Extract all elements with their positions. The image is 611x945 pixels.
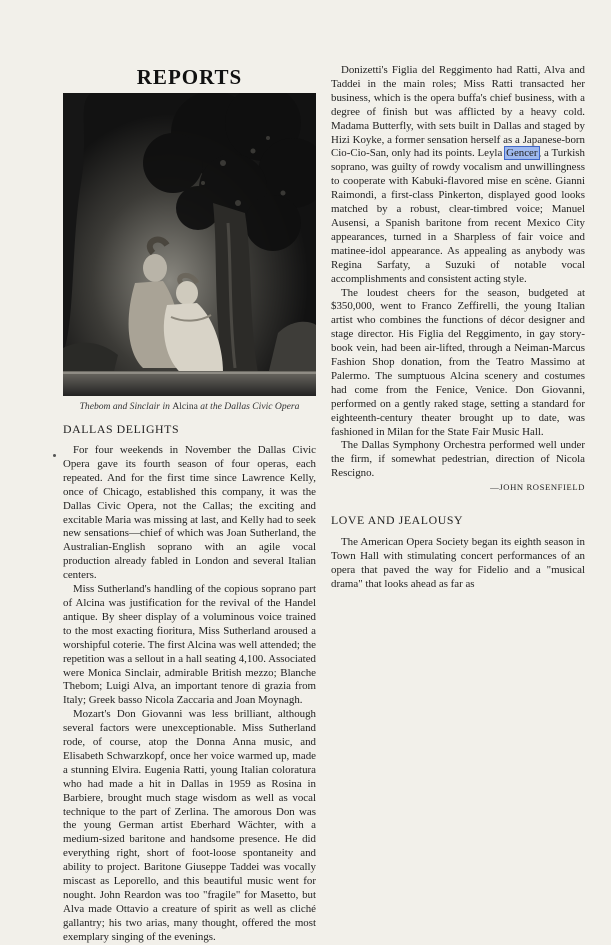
paragraph-2: Miss Sutherland's handling of the copious soprano part of Alcina was justification for the revival of the Handel antique. By sheer display of a voluminous voice trained to the most exacting fioritura, Miss Sutherland aroused a worshipful coterie. The first Alcina was well attended; the repetition was a sellout in a hall seating 4,100. Associated were Monica Sinclair, admirable British mezzo; Blanche Thebom; Luigi Alva, an important tenore di grazia from Italy; Greek basso Nicola Zaccaria and Joan Moynagh.	[63, 583, 316, 707]
photo-caption	[63, 401, 316, 412]
section-heading-dallas-delights: DALLAS DELIGHTS	[63, 422, 180, 436]
paragraph-4-continued: , a Turkish soprano, was guilty of rowdy vocalism and unwillingness to cooperate with Kabuki-flavored mise en scène. Gianni Raimondi, a first-class Pinkerton, displayed good looks matched by a robust, clear-timbred voice; Manuel Ausensi, a Spanish baritone from recent Mexico City appearances, turned in a Sharpless of fair voice and matinee-idol appearance. As appealing as anybody was Regina Sarfaty, a Suzuki of notable vocal accomplishments and consistent acting style.	[331, 147, 585, 285]
right-column	[331, 64, 585, 592]
margin-dot	[53, 454, 56, 457]
opera-photo	[63, 93, 316, 396]
author-byline: —JOHN ROSENFIELD	[490, 482, 585, 493]
paragraph-4	[331, 64, 585, 287]
left-column-body	[63, 444, 316, 945]
stage-scene-illustration	[63, 93, 316, 396]
highlighted-word[interactable]: Gencer	[506, 147, 538, 160]
reports-title: REPORTS	[136, 65, 243, 89]
paragraph-7: The American Opera Society began its eighth season in Town Hall with stimulating concert performances of an opera that paved the way for Fidelio and a "musical drama" that looks ahead as far as	[331, 536, 585, 590]
paragraph-5: The loudest cheers for the season, budgeted at $350,000, went to Franco Zeffirelli, the young Italian artist who combines the functions of décor designer and stage director. His Figlia del Reggimento, in gay story-book vein, had been air-lifted, through a Neiman-Marcus Fashion Shop donation, from the Teatro Massimo at Palermo. The sumptuous Alcina scenery and costumes had come from the Fenice, Venice. Don Giovanni, performed on a gently raked stage, setting a standard for eighteenth-century theater brought up to date, was fashioned in Milan for the State Fair Music Hall.	[331, 286, 585, 438]
section-heading-love-and-jealousy: LOVE AND JEALOUSY	[331, 513, 464, 528]
paragraph-1: For four weekends in November the Dallas Civic Opera gave its fourth season of four operas, each repeated. And for the first time since Lawrence Kelly, once of Chicago, established this company, it was the Dallas Civic Opera, not the Callas; the exciting and excitable Maria was missing at last, and Kelly had to seek new sensations—chief of which was Joan Sutherland, the Australian-English soprano with an agile vocal production already fabled in London and several Italian centers.	[63, 444, 316, 582]
caption-text-start: Thebom and Sinclair in	[79, 401, 173, 412]
paragraph-4-text: Donizetti's Figlia del Reggimento had Ratti, Alva and Taddei in the main roles; Miss Ratti transacted her business, which is the opera buffa's chief business, with a degree of finish but was afflicted by a heavy cold. Madama Butterfly, with sets built in Dallas and staged by Hizi Koyke, a former sensation herself as a Japanese-born Cio-Cio-San, only had its points. Leyla	[331, 64, 585, 160]
paragraph-3	[63, 708, 316, 944]
caption-text-end: at the Dallas Civic Opera	[197, 401, 300, 412]
caption-opera-title: Alcina	[172, 401, 198, 412]
paragraph-3-text: Mozart's Don Giovanni was less brilliant, although several factors were unexceptionable. Miss Sutherland rode, of course, atop the Donna Anna music, and Elisabeth Schwarzkopf, once her voice warmed up, made a stunning Elvira. Eugenia Ratti, young Italian coloratura who had made a hit in Dallas in 1959 as Rosina in Barbiere, brought much stage wisdom as well as vocal technique to the part of Zerlina. The amorous Don was the young German artist Eberhard Wächter, with a medium-sized baritone and handsome presence. He did everything right, short of foot-loose spontaneity and ability to project. Baritone Giuseppe Taddei was vocally miscast as Leporello, and this beautiful music went for nought. John Reardon was too "fragile" for Masetto, but Alva made Ottavio a creature of spirit as well as cliché gallantry; his two arias, many thought, offered the most exemplary singing of the evenings.	[63, 708, 316, 943]
paragraph-6	[331, 439, 585, 495]
left-column	[63, 64, 316, 943]
paragraph-6-text: The Dallas Symphony Orchestra performed well under the firm, if somewhat pedestrian, direction of Nicola Rescigno.	[331, 439, 585, 480]
